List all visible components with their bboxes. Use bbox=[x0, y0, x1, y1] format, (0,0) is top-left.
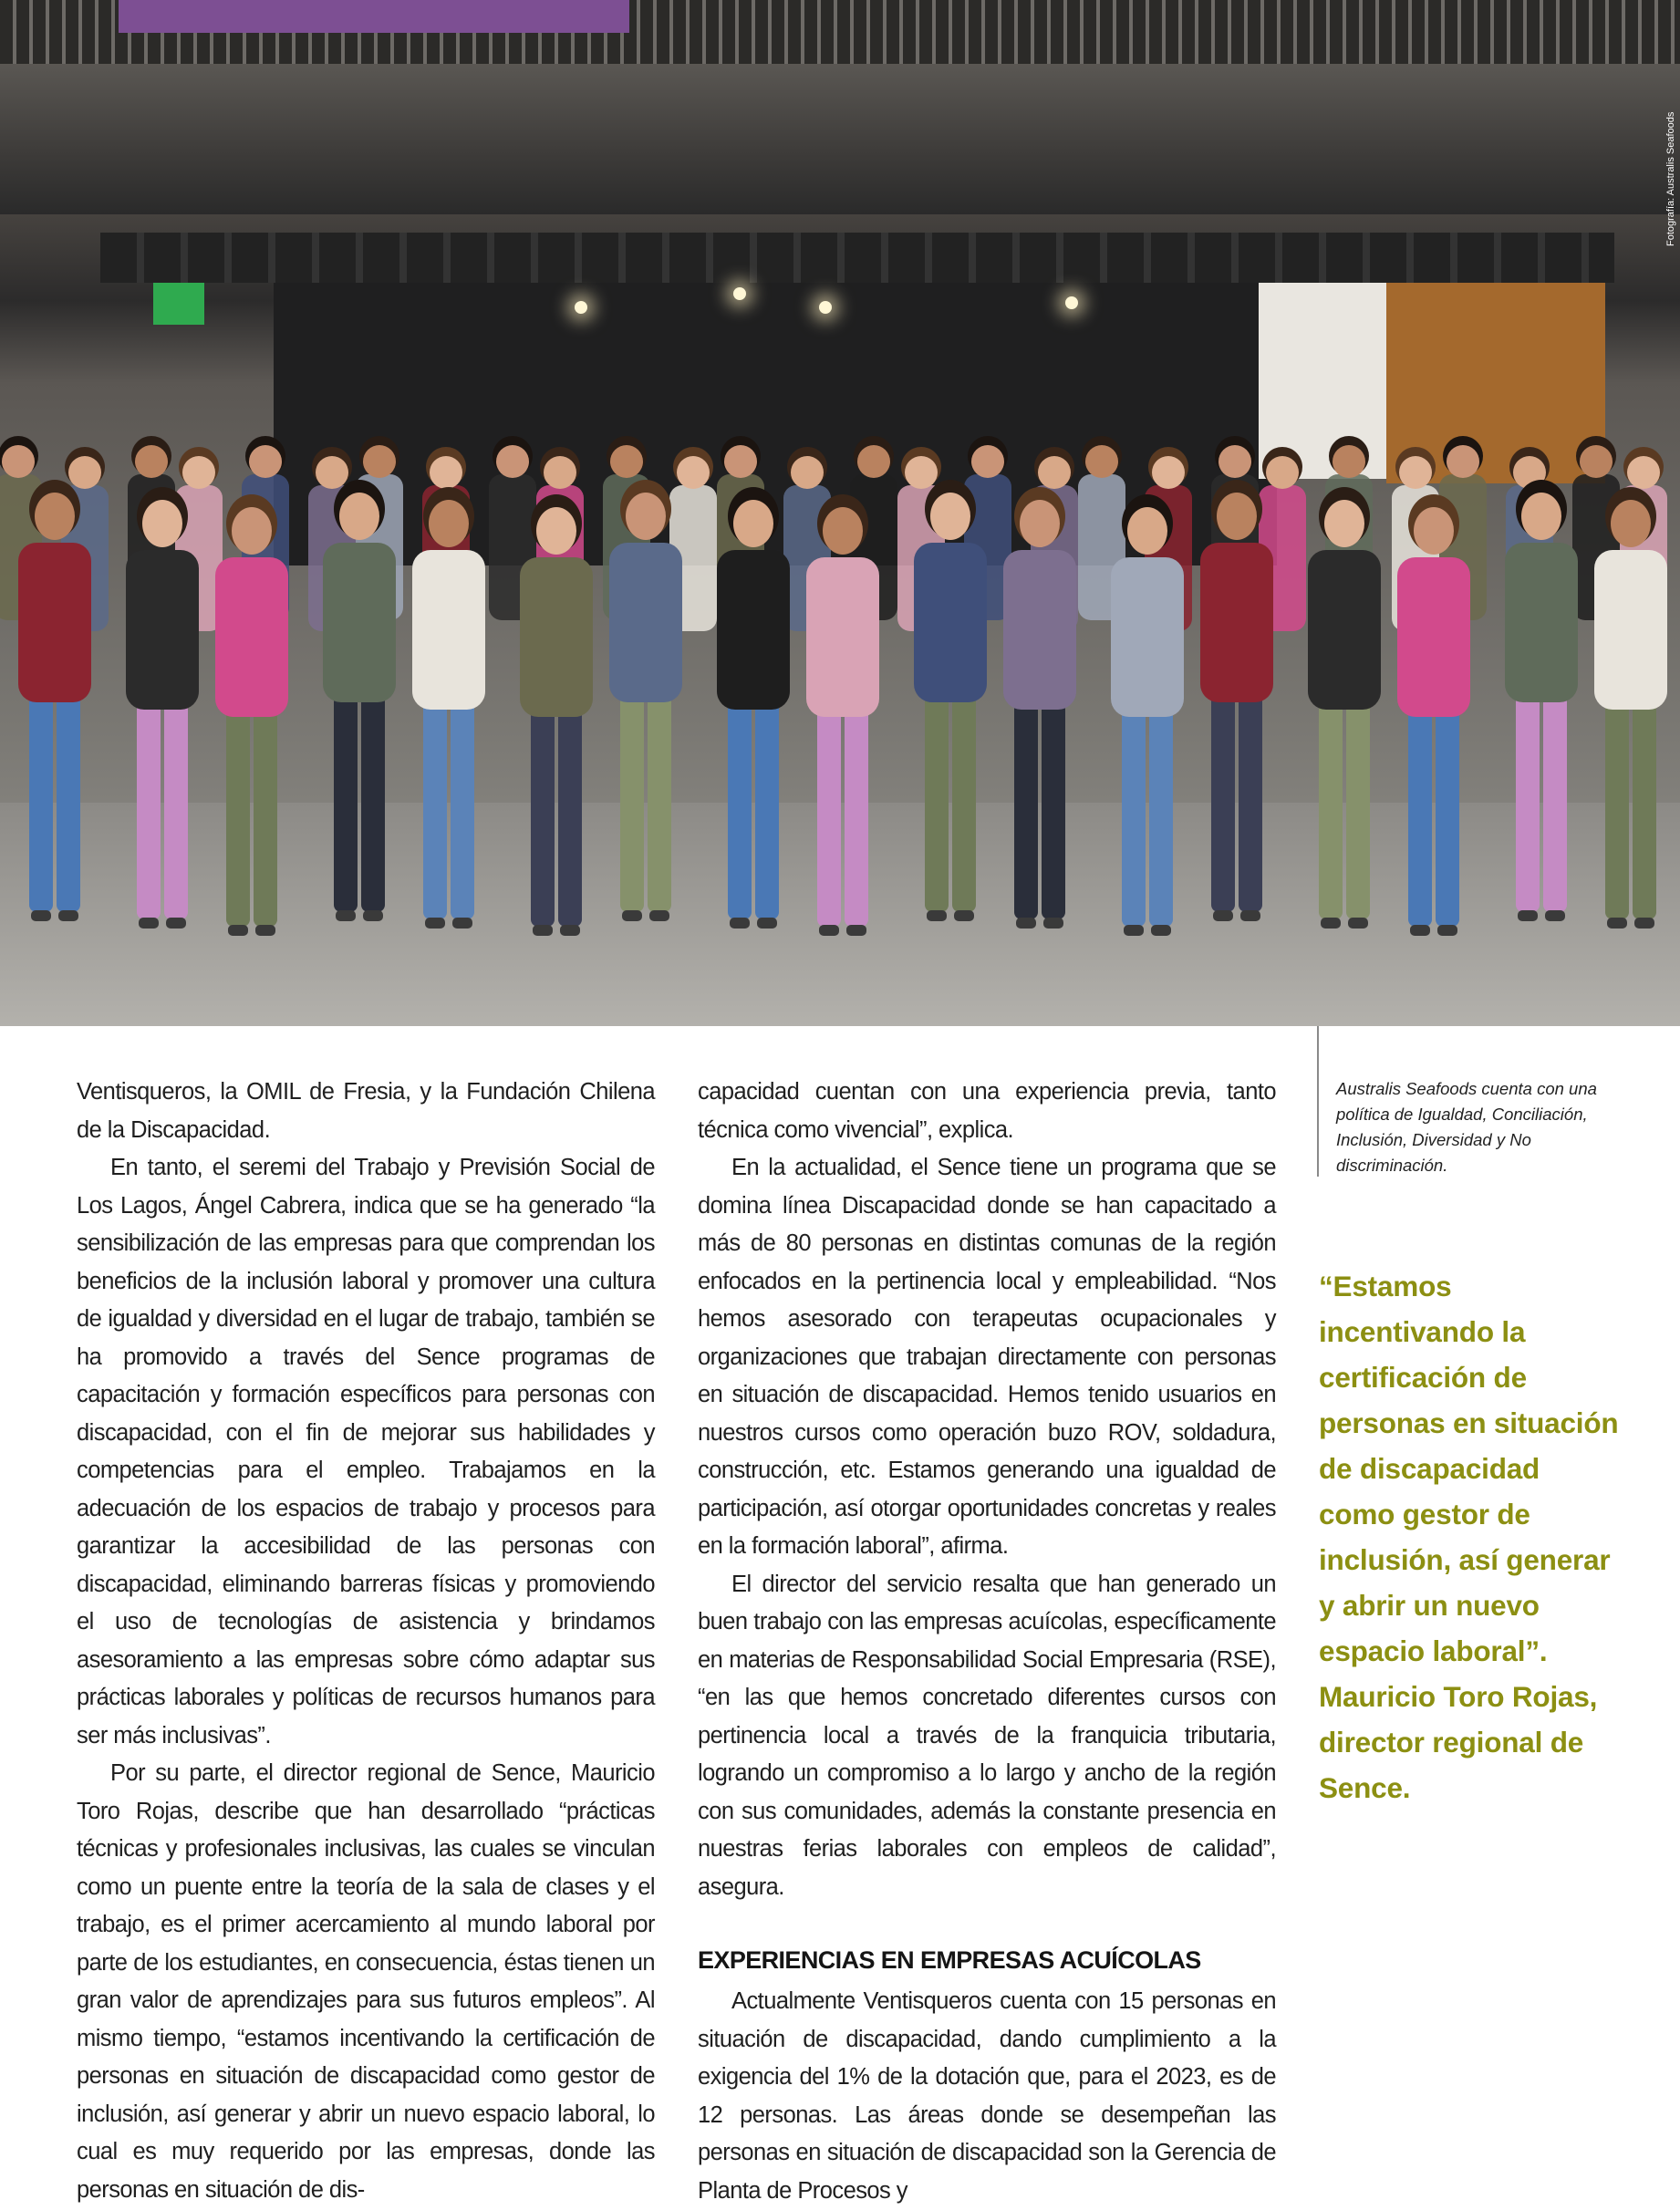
article-column-1 bbox=[77, 1074, 655, 2209]
photo-caption: Australis Seafoods cuenta con una política de Igualdad, Conciliación, Inclusión, Diversidad y No discriminación. bbox=[1336, 1079, 1597, 1175]
ceiling-duct bbox=[100, 233, 1614, 283]
paragraph: capacidad cuentan con una experiencia previa, tanto técnica como vivencial”, explica. bbox=[698, 1079, 1276, 1143]
section-heading: EXPERIENCIAS EN EMPRESAS ACUÍCOLAS bbox=[698, 1946, 1201, 1974]
paragraph: Actualmente Ventisqueros cuenta con 15 personas en situación de discapacidad, dando cumplimiento a la exigencia del 1% de la dotación que, para el 2023, es de 12 personas. Las áreas donde se desempeñan las personas en situación de discapacidad son la Gerencia de Planta de Procesos y bbox=[698, 1988, 1276, 2204]
ceiling-lamp bbox=[819, 301, 832, 314]
purple-banner bbox=[119, 0, 629, 33]
paragraph: Por su parte, el director regional de Sence, Mauricio Toro Rojas, describe que han desarrollado “prácticas técnicas y profesionales inclusivas, las cuales se vinculan como un puente entre la teoría de la sala de clases y el trabajo, es el primer acercamiento al mundo laboral por parte de los estudiantes, en consecuencia, éstas tienen un gran valor de aprendizajes para sus futuros empleos”. Al mismo tiempo, “estamos incentivando la certificación de personas en situación de discapacidad como gestor de inclusión, así generar y abrir un nuevo espacio laboral, lo cual es muy requerido por las empresas, donde las personas en situación de dis- bbox=[77, 1760, 655, 2203]
article-column-2 bbox=[698, 1074, 1276, 2210]
paragraph: El director del servicio resalta que han generado un buen trabajo con las empresas acuícolas, específicamente en materias de Responsabilidad Social Empresaria (RSE), “en las que hemos concretado diferentes cursos con pertinencia local a través de la franquicia tributaria, logrando un compromiso a lo largo y ancho de la región con sus comunidades, además la constante presencia en nuestras ferias laborales con empleos de calidad”, asegura. bbox=[698, 1571, 1276, 1900]
paragraph: Ventisqueros, la OMIL de Fresia, y la Fundación Chilena de la Discapacidad. bbox=[77, 1079, 655, 1143]
paragraph: En la actualidad, el Sence tiene un programa que se domina línea Discapacidad donde se han capacitado a más de 80 personas en distintas comunas de la región enfocados en la pertinencia local y empleabilidad. “Nos hemos asesorado con terapeutas ocupacionales y organizaciones que trabajan directamente con personas en situación de discapacidad. Hemos tenido usuarios en nuestros cursos como operación buzo ROV, soldadura, construcción, etc. Estamos generando una igualdad de participación, así otorgar oportunidades concretas y reales en la formación laboral”, afirma. bbox=[698, 1155, 1276, 1559]
pull-quote: “Estamos incentivando la certificación de personas en situación de discapacidad como gestor de inclusión, así generar y abrir un nuevo espacio laboral”. Mauricio Toro Rojas, director regional de Sence. bbox=[1319, 1270, 1619, 1804]
paragraph: En tanto, el seremi del Trabajo y Previsión Social de Los Lagos, Ángel Cabrera, indica que se ha generado “la sensibilización de las empresas para que comprendan los beneficios de la inclusión laboral y promover una cultura de igualdad y diversidad en el lugar de trabajo, también se ha promovido a través del Sence programas de capacitación y formación específicos para personas con discapacidad, con el fin de mejorar sus habilidades y competencias para el empleo. Trabajamos en la adecuación de los espacios de trabajo y procesos para garantizar la accesibilidad de las personas con discapacidad, eliminando barreras físicas y promoviendo el uso de tecnologías de asistencia y brindamos asesoramiento a las empresas sobre cómo adaptar sus prácticas laborales y políticas de recursos humanos para ser más inclusivas”. bbox=[77, 1155, 655, 1748]
ceiling-beam bbox=[0, 64, 1680, 214]
ceiling-lamp bbox=[575, 301, 587, 314]
group-of-people bbox=[0, 392, 1680, 994]
ceiling-lamp bbox=[1065, 296, 1078, 309]
photo-credit: Fotografía: Australis Seafoods bbox=[1665, 111, 1676, 246]
caption-rule bbox=[1317, 1026, 1319, 1177]
exit-sign bbox=[153, 283, 204, 325]
group-photo bbox=[0, 0, 1680, 1026]
ceiling-lamp bbox=[733, 287, 746, 300]
